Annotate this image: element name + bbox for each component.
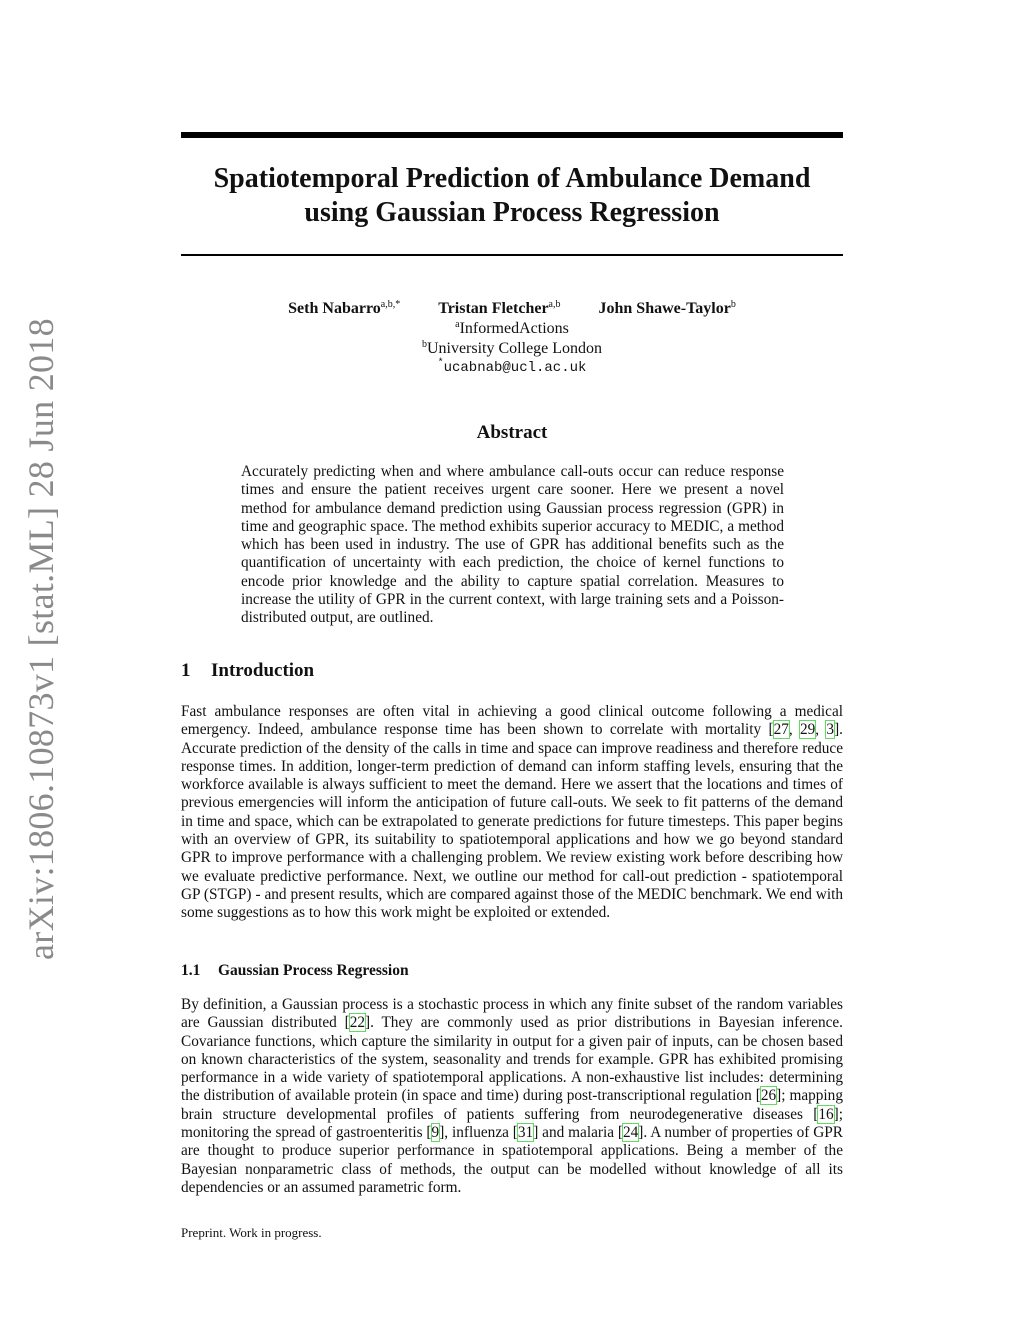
citation-link[interactable]: 26 (760, 1087, 777, 1105)
citation-link[interactable]: 27 (773, 721, 789, 739)
author (288, 299, 400, 319)
affiliation-mark: b (421, 339, 427, 350)
citation-link[interactable]: 24 (622, 1124, 639, 1142)
author (599, 299, 736, 319)
section-heading-introduction (181, 660, 314, 682)
author-affiliation-mark: b (730, 299, 736, 310)
text-run: ]; mapping brain structure developmental profiles of patients suffering from neurodegenerative diseases [ (181, 1087, 843, 1123)
citation-link[interactable]: 22 (349, 1014, 366, 1032)
preprint-footnote: Preprint. Work in progress. (181, 1225, 322, 1240)
gpr-paragraph (181, 996, 843, 1197)
text-run: ]. Accurate prediction of the density of the calls in time and space can improve readiness and therefore reduce response times. In addition, longer-term prediction of demand can inform staffing levels, ensuring that the workforce available is always sufficient to meet the demand. Here we assert that the locations and times of previous emergencies will inform the anticipation of future call-outs. We seek to fit patterns of the demand in time and space, which can be extrapolated to generate predictions for future timesteps. This paper begins with an overview of GPR, its suitability to spatiotemporal applications and how we go beyond standard GPR to improve performance with a challenging problem. We review existing work before describing how we evaluate predictive performance. Next, we outline our method for call-out prediction - spatiotemporal GP (STGP) - and present results, which are compared against those of the MEDIC benchmark. We end with some suggestions as to how this work might be exploited or extended. (181, 721, 843, 922)
subsection-number: 1.1 (181, 962, 201, 979)
affiliation-a (181, 319, 843, 338)
affiliation-mark: * (437, 358, 444, 369)
citation-link[interactable]: 3 (826, 721, 835, 739)
citation-link[interactable]: 9 (431, 1124, 440, 1142)
author-affiliation-mark: a,b,* (380, 299, 401, 310)
author-affiliation-mark: a,b (548, 299, 561, 310)
title-line-1: Spatiotemporal Prediction of Ambulance Demand (213, 163, 811, 194)
author (438, 299, 560, 319)
text-run: By definition, a Gaussian process is a stochastic process in which any finite subset of the random variables are Gaussian distributed [ (181, 996, 843, 1032)
section-number: 1 (181, 660, 191, 681)
citation-link[interactable]: 16 (818, 1105, 834, 1123)
subsection-title: Gaussian Process Regression (218, 962, 409, 979)
author-name: Seth Nabarro (288, 300, 381, 317)
subsection-heading-gpr (181, 962, 409, 980)
title-top-rule (181, 132, 843, 138)
section-title: Introduction (211, 660, 315, 681)
text-run: ] and malaria [ (533, 1124, 623, 1142)
paper-title (181, 162, 843, 230)
text-run: ], influenza [ (439, 1124, 518, 1142)
author-list (181, 299, 843, 319)
affiliation-text: InformedActions (459, 320, 569, 337)
text-run: ]; monitoring the spread of gastroenteritis [ (181, 1105, 843, 1142)
citation-link[interactable]: 31 (517, 1124, 534, 1142)
introduction-paragraph: Fast ambulance responses are often vital in achieving a good clinical outcome following a medical emergency. Indeed, ambulance response time has been shown to correlate with mortality [27, 29, 3]. Accurate prediction of the density of the calls in time and space can improve readiness and therefore reduce response times. In addition, longer-term prediction of demand can inform staffing levels, ensuring that the workforce available is always sufficient to meet the demand. Here we assert that the locations and times of previous emergencies will inform the anticipation of future call-outs. We seek to fit patterns of the demand in time and space, which can be extrapolated to generate predictions for future timesteps. This paper begins with an overview of GPR, its suitability to spatiotemporal applications and how we go beyond standard GPR to improve performance with a challenging problem. We review existing work before describing how we evaluate predictive performance. Next, we outline our method for call-out prediction - spatiotemporal GP (STGP) - and present results, which are compared against those of the MEDIC benchmark. We end with some suggestions as to how this work might be exploited or extended. (181, 703, 843, 922)
abstract-heading: Abstract (476, 422, 548, 443)
author-name: John Shawe-Taylor (598, 300, 731, 317)
abstract-text: Accurately predicting when and where ambulance call-outs occur can reduce response times and ensure the patient receives urgent care sooner. Here we present a novel method for ambulance demand prediction using Gaussian process regression (GPR) in time and geographic space. The method exhibits superior accuracy to MEDIC, a method which has been used in industry. The use of GPR has additional benefits such as the quantification of uncertainty with each prediction, the choice of kernel functions to encode prior knowledge and the ability to capture spatial correlation. Measures to increase the utility of GPR in the current context, with large training sets and a Poisson-distributed output, are outlined. (241, 463, 784, 627)
title-line-2: using Gaussian Process Regression (304, 197, 720, 228)
title-bottom-rule (181, 254, 843, 256)
affiliation-mark: a (455, 319, 460, 330)
affiliation-b (181, 339, 843, 358)
author-name: Tristan Fletcher (438, 300, 549, 317)
email-link[interactable]: ucabnab@ucl.ac.uk (443, 360, 587, 376)
text-run: ]. They are commonly used as prior distributions in Bayesian inference. Covariance functions, which capture the similarity in output for a given pair of inputs, can be chosen based on known characteristics of the system, seasonality and trends for example. GPR has exhibited promising performance in a wide variety of spatiotemporal applications. A non-exhaustive list includes: determining the distribution of available protein (in space and time) during post-transcriptional regulation [ (181, 1014, 843, 1105)
text-run: ]. A number of properties of GPR are thought to produce superior performance in spatiotemporal applications. Being a member of the Bayesian nonparametric class of methods, the output can be modelled without knowledge of all its dependencies or an assumed parametric form. (181, 1124, 844, 1196)
text-run: Fast ambulance responses are often vital in achieving a good clinical outcome following a medical emergency. Indeed, ambulance response time has been shown to correlate with mortality [ (181, 703, 843, 739)
citation-link[interactable]: 29 (800, 721, 816, 739)
arxiv-stamp: arXiv:1806.10873v1 [stat.ML] 28 Jun 2018 (21, 318, 61, 960)
affiliation-text: University College London (426, 340, 603, 357)
corresponding-email[interactable] (181, 359, 843, 378)
